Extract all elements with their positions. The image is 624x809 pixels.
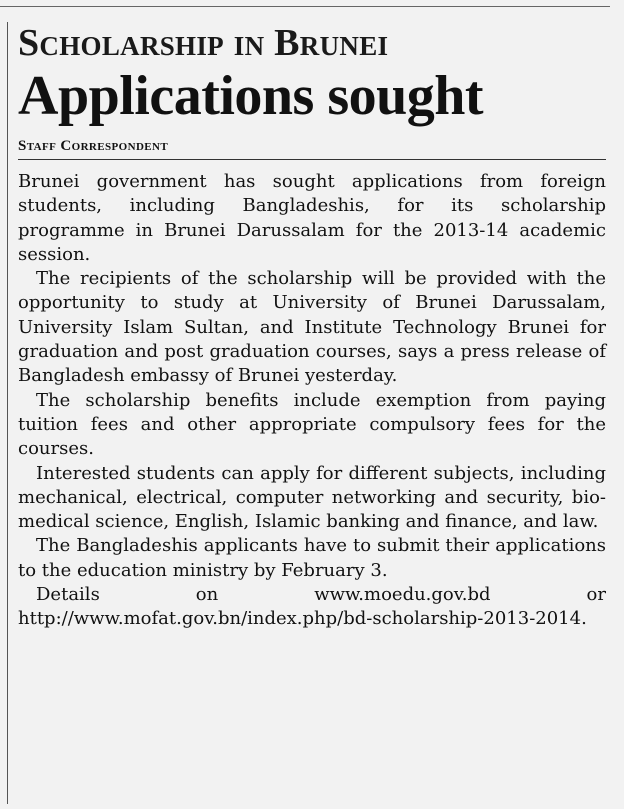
article-headline: Applications sought xyxy=(18,65,484,127)
article-body xyxy=(18,170,606,632)
paragraph-4: Interested students can apply for different subjects, including mechanical, electrical, computer networking and security, bio-medical science, English, Islamic banking and finance, and law. xyxy=(18,462,606,533)
paragraph-2: The recipients of the scholarship will be provided with the opportunity to study at University of Brunei Darussalam, University Islam Sultan, and Institute Technology Brunei for graduation and post graduation courses, says a press release of Bangladesh embassy of Brunei yesterday. xyxy=(18,268,606,387)
news-article xyxy=(18,22,606,632)
details-url: http://www.mofat.gov.bn/index.php/bd-scholarship-2013-2014. xyxy=(18,608,587,630)
paragraph-1: Brunei government has sought applications from foreign students, including Bangladeshis, for its scholarship programme in Brunei Darussalam for the 2013-14 academic session. xyxy=(18,171,606,265)
article-kicker: Scholarship in Brunei xyxy=(18,22,389,64)
article-byline: Staff Correspondent xyxy=(18,136,606,160)
details-line: Details on www.moedu.gov.bd or xyxy=(36,584,606,606)
paragraph-3: The scholarship benefits include exemption from paying tuition fees and other appropriate compulsory fees for the courses. xyxy=(18,389,606,460)
top-rule xyxy=(0,6,610,7)
paragraph-5: The Bangladeshis applicants have to submit their applications to the education ministry by February 3. xyxy=(18,535,606,581)
column-rule xyxy=(7,22,8,804)
